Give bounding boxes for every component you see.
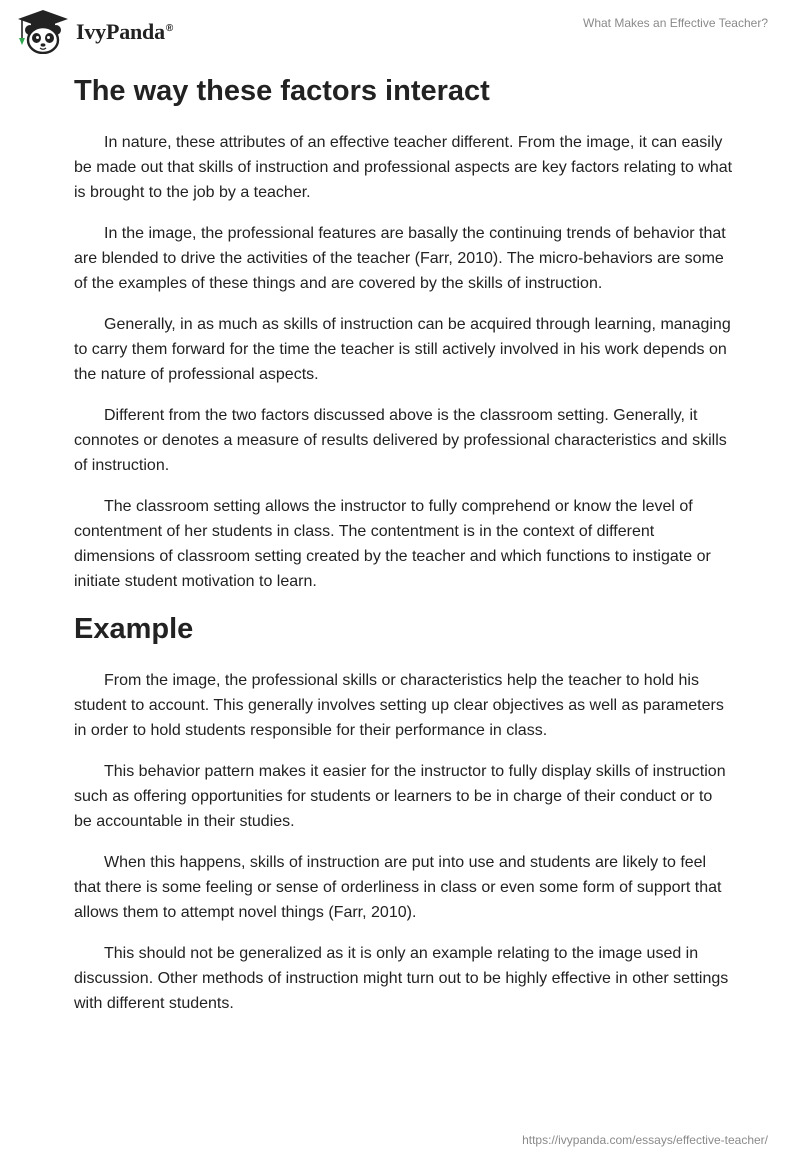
paragraph: In the image, the professional features are basally the continuing trends of behavior that are blended to drive the activities of the teacher (Farr, 2010). The micro-behaviors are some of the examples of these things and are covered by the skills of instruction.: [74, 225, 726, 292]
paragraph: Different from the two factors discussed above is the classroom setting. Generally, it connotes or denotes a measure of results delivered by professional characteristics and skills of instruction.: [74, 407, 727, 474]
brand-name: IvyPanda®: [76, 19, 174, 44]
paragraph: This should not be generalized as it is only an example relating to the image used in discussion. Other methods of instruction might turn out to be highly effective in other settings with different students.: [74, 945, 729, 1012]
panda-graduate-icon: [14, 8, 72, 54]
paragraph: From the image, the professional skills or characteristics help the teacher to hold his student to account. This generally involves setting up clear objectives as well as parameters in order to hold students responsible for their performance in class.: [74, 672, 724, 739]
section-heading-example: Example: [74, 613, 194, 645]
section-body-interaction: [74, 130, 734, 594]
paragraph: In nature, these attributes of an effective teacher different. From the image, it can easily be made out that skills of instruction and professional aspects are key factors relating to what is brought to the job by a teacher.: [74, 134, 733, 201]
section-body-example: [74, 668, 734, 1016]
essay-content: [74, 72, 734, 1032]
registered-mark: ®: [165, 22, 174, 34]
paragraph: This behavior pattern makes it easier for the instructor to fully display skills of instruction such as offering opportunities for students or learners to be in charge of their conduct or to be accountable in their studies.: [74, 763, 726, 830]
ivypanda-logo[interactable]: [14, 8, 173, 54]
paragraph: When this happens, skills of instruction are put into use and students are likely to feel that there is some feeling or sense of orderliness in class or even some form of support that allows them to attempt novel things (Farr, 2010).: [74, 854, 722, 921]
document-title: What Makes an Effective Teacher?: [583, 16, 768, 30]
paragraph: Generally, in as much as skills of instruction can be acquired through learning, managing to carry them forward for the time the teacher is still actively involved in his work depends on the nature of professional aspects.: [74, 316, 731, 383]
source-url[interactable]: https://ivypanda.com/essays/effective-teacher/: [522, 1133, 768, 1147]
section-heading-interaction: The way these factors interact: [74, 75, 490, 107]
paragraph: The classroom setting allows the instructor to fully comprehend or know the level of contentment of her students in class. The contentment is in the context of different dimensions of classroom setting created by the teacher and which functions to instigate or initiate student motivation to learn.: [74, 498, 711, 590]
page-header: [0, 0, 800, 60]
